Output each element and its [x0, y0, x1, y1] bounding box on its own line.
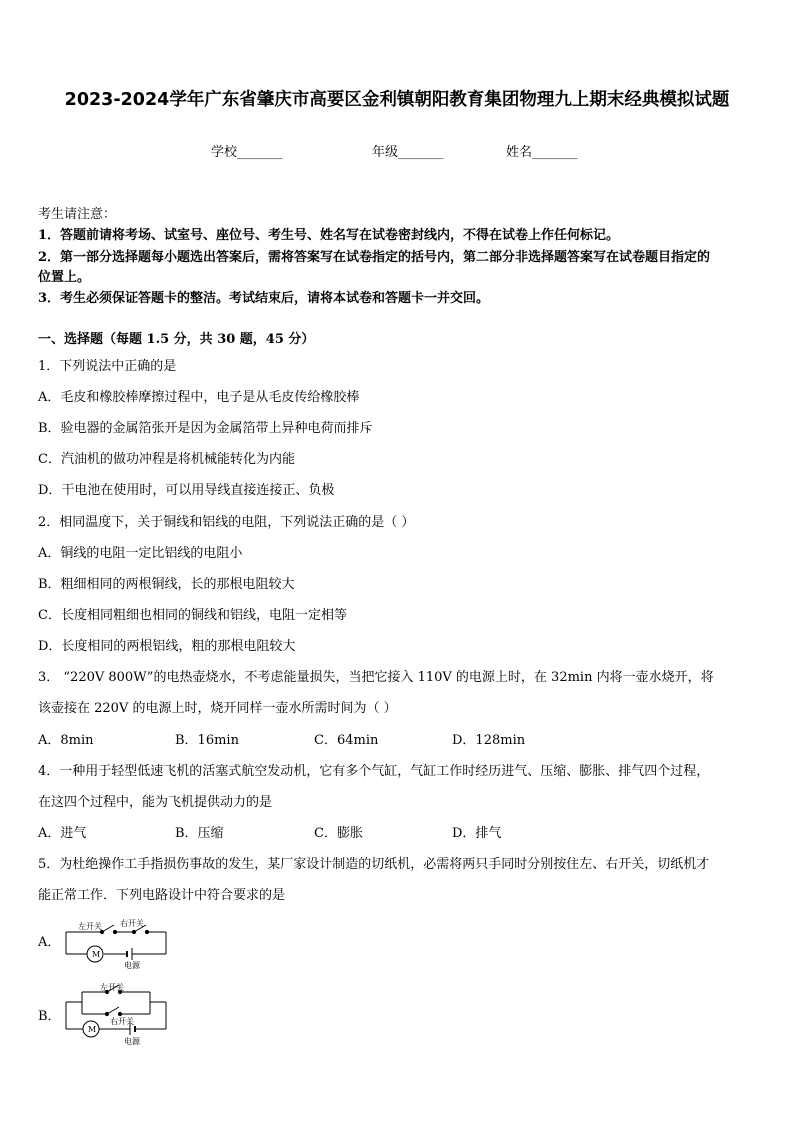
right-switch-label: 右开关: [110, 1017, 134, 1026]
question-4-stem-cont: 在这四个过程中，能为飞机提供动力的是: [38, 795, 273, 810]
question-1-option-c: C．汽油机的做功冲程是将机械能转化为内能: [38, 452, 295, 467]
question-3-stem-cont: 该壶接在 220V 的电源上时，烧开同样一壶水所需时间为（ ）: [38, 701, 397, 716]
power-label: 电源: [124, 961, 140, 970]
question-5-stem: 5．为杜绝操作工手指损伤事故的发生，某厂家设计制造的切纸机，必需将两只手同时分别按住左、右开关，切纸机才: [38, 857, 710, 872]
question-3-option-c: C．64min: [314, 733, 379, 748]
notice-heading: 考生请注意：: [38, 207, 117, 222]
page-title: 2023-2024学年广东省肇庆市高要区金利镇朝阳教育集团物理九上期末经典模拟试题: [64, 90, 730, 110]
question-3-stem: 3． “220V 800W”的电热壶烧水，不考虑能量损失，当把它接入 110V 的电源上时，在 32min 内将一壶水烧开，将: [38, 670, 714, 685]
circuit-diagram-b: [62, 982, 172, 1046]
question-2-option-c: C．长度相同粗细也相同的铜线和铝线，电阻一定相等: [38, 608, 347, 623]
motor-label: M: [92, 950, 101, 959]
right-switch-label: 右开关: [120, 919, 144, 928]
notice-item: 2．第一部分选择题每小题选出答案后，需将答案写在试卷指定的括号内，第二部分非选择题答案写在试卷题目指定的: [38, 250, 711, 265]
question-3-option-d: D．128min: [452, 733, 526, 748]
question-5-stem-cont: 能正常工作．下列电路设计中符合要求的是: [38, 888, 286, 903]
section-heading: 一、选择题（每题 1.5 分，共 30 题，45 分）: [38, 332, 315, 347]
question-4-option-c: C．膨胀: [314, 826, 363, 841]
question-2-stem: 2．相同温度下，关于铜线和铝线的电阻，下列说法正确的是（ ）: [38, 515, 415, 530]
motor-label: M: [88, 1025, 97, 1034]
question-3-option-b: B．16min: [175, 733, 239, 748]
question-1-stem: 1．下列说法中正确的是: [38, 359, 177, 374]
grade-field: 年级_______: [372, 145, 444, 160]
question-2-option-b: B．粗细相同的两根铜线，长的那根电阻较大: [38, 577, 295, 592]
question-1-option-d: D．干电池在使用时，可以用导线直接连接正、负极: [38, 483, 335, 498]
left-switch-label: 左开关: [100, 983, 124, 992]
left-switch-label: 左开关: [78, 922, 102, 931]
school-field: 学校_______: [211, 145, 283, 160]
notice-item: 1．答题前请将考场、试室号、座位号、考生号、姓名写在试卷密封线内，不得在试卷上作任何标记。: [38, 228, 620, 243]
power-label: 电源: [124, 1037, 140, 1046]
name-field: 姓名_______: [506, 145, 578, 160]
question-2-option-a: A．铜线的电阻一定比铝线的电阻小: [38, 546, 243, 561]
question-1-option-b: B．验电器的金属箔张开是因为金属箔带上异种电荷而排斥: [38, 421, 373, 436]
question-5-option-b: B．: [38, 1009, 61, 1024]
question-4-option-b: B．压缩: [175, 826, 224, 841]
question-4-stem: 4．一种用于轻型低速飞机的活塞式航空发动机，它有多个气缸，气缸工作时经历进气、压缩、膨胀、排气四个过程，: [38, 764, 710, 779]
question-3-option-a: A．8min: [38, 733, 94, 748]
question-1-option-a: A．毛皮和橡胶棒摩擦过程中，电子是从毛皮传给橡胶棒: [38, 390, 360, 405]
notice-item: 3．考生必须保证答题卡的整洁。考试结束后，请将本试卷和答题卡一并交回。: [38, 291, 490, 306]
question-4-option-a: A．进气: [38, 826, 87, 841]
circuit-diagram-a: [62, 912, 172, 970]
notice-item: 位置上。: [38, 270, 91, 285]
question-2-option-d: D．长度相同的两根铝线，粗的那根电阻较大: [38, 639, 296, 654]
question-4-option-d: D．排气: [452, 826, 502, 841]
question-5-option-a: A．: [38, 935, 61, 950]
